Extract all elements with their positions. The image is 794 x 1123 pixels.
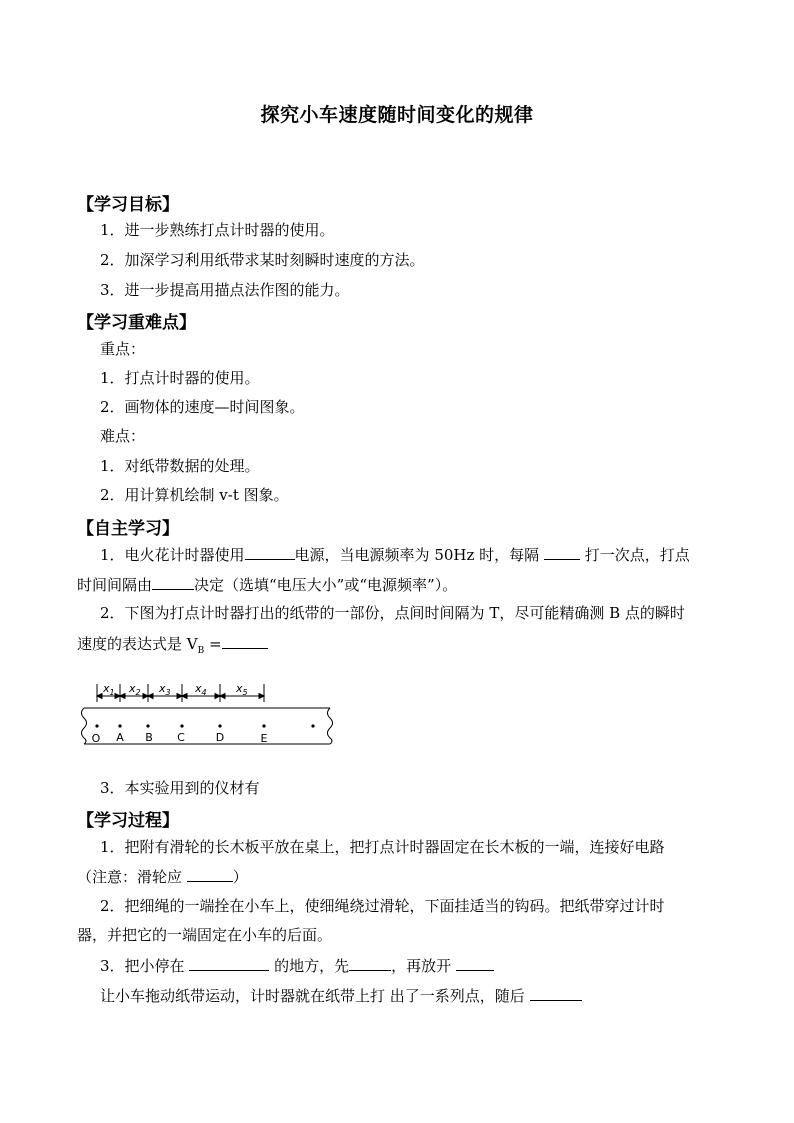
goals-heading: 【学习目标】: [77, 195, 179, 215]
key-label: 重点：: [100, 340, 146, 358]
key-points-heading: 【学习重难点】: [77, 313, 196, 333]
segment-label-x5: $x_5$: [236, 682, 248, 697]
page-title: 探究小车速度随时间变化的规律: [260, 104, 534, 126]
answer-blank[interactable]: [187, 866, 233, 882]
answer-blank[interactable]: [189, 955, 269, 971]
point-label-d: D: [215, 731, 225, 744]
question-2-line-2: 速度的表达式是 $V_B$ =: [77, 633, 268, 661]
dot-e: [262, 724, 265, 727]
difficult-item: 1．对纸带数据的处理。: [100, 457, 260, 475]
dot-d: [218, 724, 221, 727]
dot-c: [180, 724, 183, 727]
key-item: 2．画物体的速度—时间图象。: [100, 398, 305, 416]
question-2-line-1: 2．下图为打点计时器打出的纸带的一部份，点间时间隔为 T，尽可能精确测 B 点的瞬时: [100, 604, 685, 622]
point-label-e: E: [260, 732, 268, 745]
question-1-line-2: 时间间隔由 决定（选填“电压大小”或“电源频率”）。: [77, 576, 458, 594]
tape-dots: [95, 724, 314, 727]
point-labels: [92, 731, 268, 745]
answer-blank[interactable]: [544, 544, 580, 560]
paper-tape-figure: [78, 680, 340, 750]
point-label-b: B: [145, 731, 153, 744]
answer-blank[interactable]: [152, 574, 194, 590]
answer-blank[interactable]: [349, 955, 391, 971]
point-label-o: O: [91, 732, 101, 745]
segment-label-x1: $x_1$: [103, 682, 115, 697]
key-item: 1．打点计时器的使用。: [100, 369, 260, 387]
point-label-a: A: [116, 731, 124, 744]
goal-item: 3．进一步提高用描点法作图的能力。: [100, 281, 350, 299]
step-3-line-1: 3．把小停在 的地方，先 ，再放开: [100, 955, 494, 976]
difficult-item: 2．用计算机绘制 v-t 图象。: [100, 486, 289, 504]
answer-blank[interactable]: [530, 985, 582, 1001]
dot-b: [146, 724, 149, 727]
process-heading: 【学习过程】: [77, 811, 179, 831]
answer-blank[interactable]: [456, 955, 494, 971]
segment-label-x3: $x_3$: [159, 682, 171, 697]
question-3: 3．本实验用到的仪材有: [100, 779, 260, 797]
difficult-label: 难点：: [100, 427, 146, 445]
goal-item: 1．进一步熟练打点计时器的使用。: [100, 221, 335, 239]
step-2-line-2: 器，并把它的一端固定在小车的后面。: [77, 926, 333, 944]
answer-blank[interactable]: [222, 633, 268, 649]
segment-label-x2: $x_2$: [129, 682, 141, 697]
goal-item: 2．加深学习利用纸带求某时刻瞬时速度的方法。: [100, 251, 425, 269]
self-study-heading: 【自主学习】: [77, 519, 179, 539]
step-3-line-2: 让小车拖动纸带运动，计时器就在纸带上打 出了一系列点，随后: [100, 985, 582, 1006]
step-1-line-1: 1．把附有滑轮的长木板平放在桌上，把打点计时器固定在长木板的一端，连接好电路: [100, 838, 665, 856]
step-2-line-1: 2．把细绳的一端拴在小车上，使细绳绕过滑轮，下面挂适当的钩码。把纸带穿过计时: [100, 897, 665, 915]
question-1-line-1: 1．电火花计时器使用 电源，当电源频率为 50Hz 时，每隔 打一次点，打点: [100, 546, 690, 564]
segment-label-x4: $x_4$: [195, 682, 207, 697]
dot-a: [118, 724, 121, 727]
point-label-c: C: [177, 731, 185, 744]
dot-o: [95, 724, 98, 727]
step-1-line-2: （注意：滑轮应 ）: [77, 868, 248, 886]
dot-extra: [311, 724, 314, 727]
answer-blank[interactable]: [245, 544, 295, 560]
